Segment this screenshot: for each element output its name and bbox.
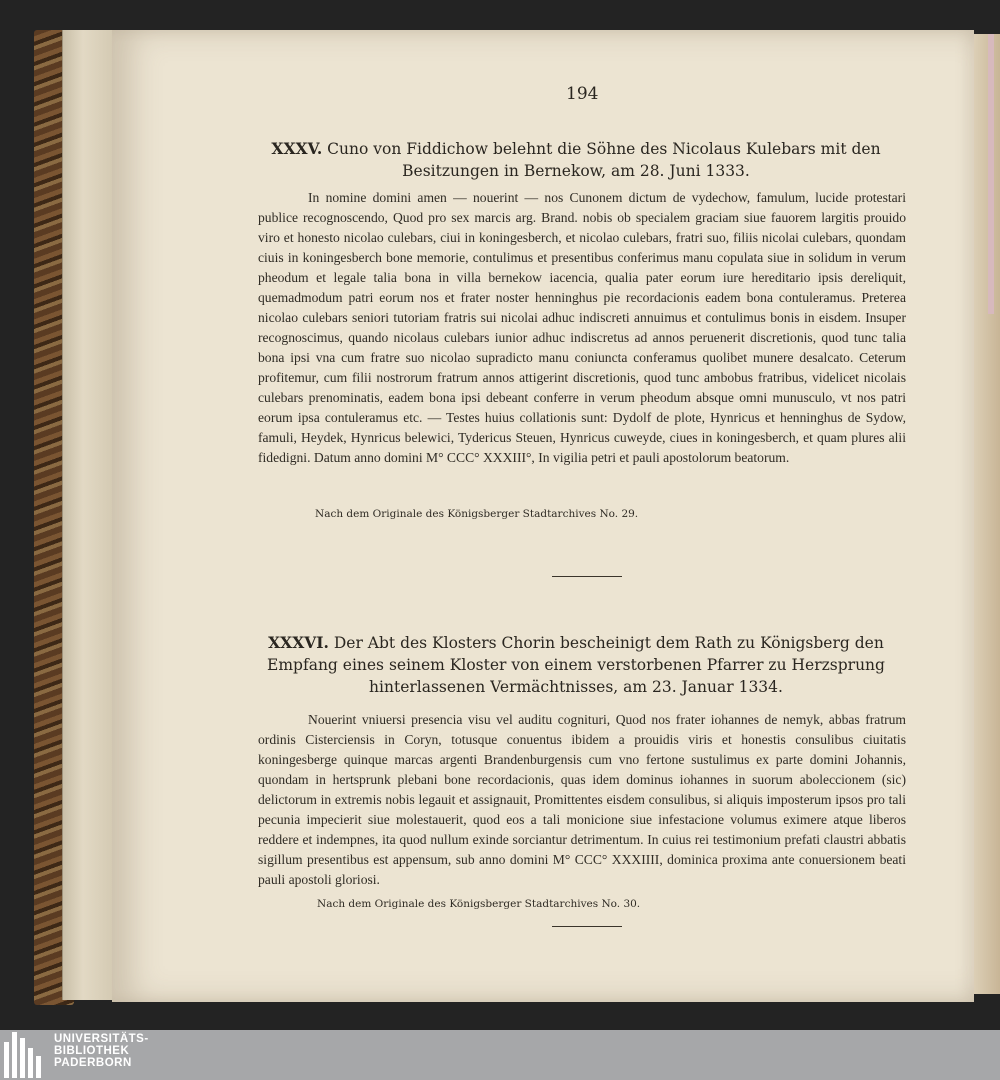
page-number: 194 — [566, 84, 599, 104]
bookmark-strip — [988, 34, 994, 314]
section-divider-1 — [552, 576, 622, 577]
doc1-heading — [256, 138, 896, 182]
facing-page-edge — [974, 34, 1000, 994]
library-name-line2: BIBLIOTHEK — [54, 1045, 130, 1057]
library-name-line1: UNIVERSITÄTS- — [54, 1033, 149, 1045]
doc1-source-note: Nach dem Originale des Königsberger Stadtarchives No. 29. — [315, 508, 639, 520]
library-footer-bar — [0, 1030, 1000, 1080]
library-name — [54, 1033, 149, 1069]
doc2-body — [258, 710, 906, 890]
doc2-heading — [256, 632, 896, 698]
doc1-text: In nomine domini amen — nouerint — nos Cunonem dictum de vydechow, famulum, lucide protestari publice recognoscendo, Quod pro sex marcis arg. Brand. nobis ob specialem graciam siue fauorem largitis prouido viro et honesto nicolao culebars, ciui in koningesberch, et nicolao culebars, fratri suo, filiis nicolai culebars, quondam ciuis in koningesberch bone memorie, contulimus et presentibus conferimus manu copulata siue in solidum in verum pheodum et legale talia bona in villa bernekow iacencia, qualia pater eorum iure hereditario ipsis dereliquit, quemadmodum patri eorum nos et frater noster henninghus pie recordacionis eadem bona contuleramus. Preterea nicolao culebars seniori tutoriam fratris sui nicolai adhuc indiscreti annuimus et contulimus bonis in eisdem. Insuper recognoscimus, quando nicolaus culebars iunior adhuc indiscretus ad annos peruenerit discretionis, quod tunc talia bona ipsi vna cum fratre suo nicolao supradicto manu coniuncta conferamus quolibet munere desalcato. Ceterum profitemur, cum filii nostrorum fratrum annos attigerint discretionis, quod tunc ambobus fratribus, videlicet nicolais culebars prenominatis, eadem bona ipsi debeant conferre in verum pheodum absque omni munusculo, vt nos patri eorum ipsa contuleramus etc. — Testes huius collationis sunt: Dydolf de plote, Hynricus et henninghus de Sydow, famuli, Heydek, Hynricus belewici, Tydericus Steuen, Hynricus cuweyde, ciues in koningesberch, et quam plures alii fidedigni. Datum anno domini M° CCC° XXXIII°, In vigilia petri et pauli apostolorum beatorum. — [258, 190, 906, 465]
doc1-number: XXXV. — [271, 139, 323, 158]
page-stack-left — [62, 30, 113, 1000]
doc2-title: Der Abt des Klosters Chorin bescheinigt dem Rath zu Königsberg den Empfang eines seinem Kloster von einem verstorbenen Pfarrer zu Herzsprung hinterlassenen Vermächtnisses, am 23. Januar 1334. — [267, 634, 885, 696]
doc2-source-note: Nach dem Originale des Königsberger Stadtarchives No. 30. — [317, 898, 641, 910]
library-logo-icon — [4, 1032, 44, 1078]
doc1-body — [258, 188, 906, 468]
doc2-text: Nouerint vniuersi presencia visu vel auditu cognituri, Quod nos frater iohannes de nemyk, abbas fratrum ordinis Cisterciensis in Coryn, totusque conuentus ibidem a prouidis viris et honestis consulibus ciuitatis koningesberge quinque marcas argenti Brandenburgensis cum vno fertone sustulimus ex parte domini Johannis, quondam in hertsprunk plebani bone recordacionis, quas idem dominus iohannes in suorum aboleccionem (sic) delictorum in extremis nobis legauit et assignauit, Promittentes eisdem consulibus, si aliquis imposterum ipsos pro tali pecunia impecierit siue molestauerit, quod eos a tali monicione siue infestacione volumus eximere atque liberos reddere et indempnes, ita quod nullum exinde sorciantur detrimentum. In cuius rei testimonium prefati claustri abbatis sigillum presentibus est appensum, sub anno domini M° CCC° XXXIIII, dominica proxima ante conuersionem beati pauli apostoli gloriosi. — [258, 712, 906, 887]
doc1-title: Cuno von Fiddichow belehnt die Söhne des Nicolaus Kulebars mit den Besitzungen in Bernekow, am 28. Juni 1333. — [327, 140, 881, 180]
section-divider-2 — [552, 926, 622, 927]
doc2-number: XXXVI. — [268, 633, 329, 652]
library-name-line3: PADERBORN — [54, 1057, 132, 1069]
